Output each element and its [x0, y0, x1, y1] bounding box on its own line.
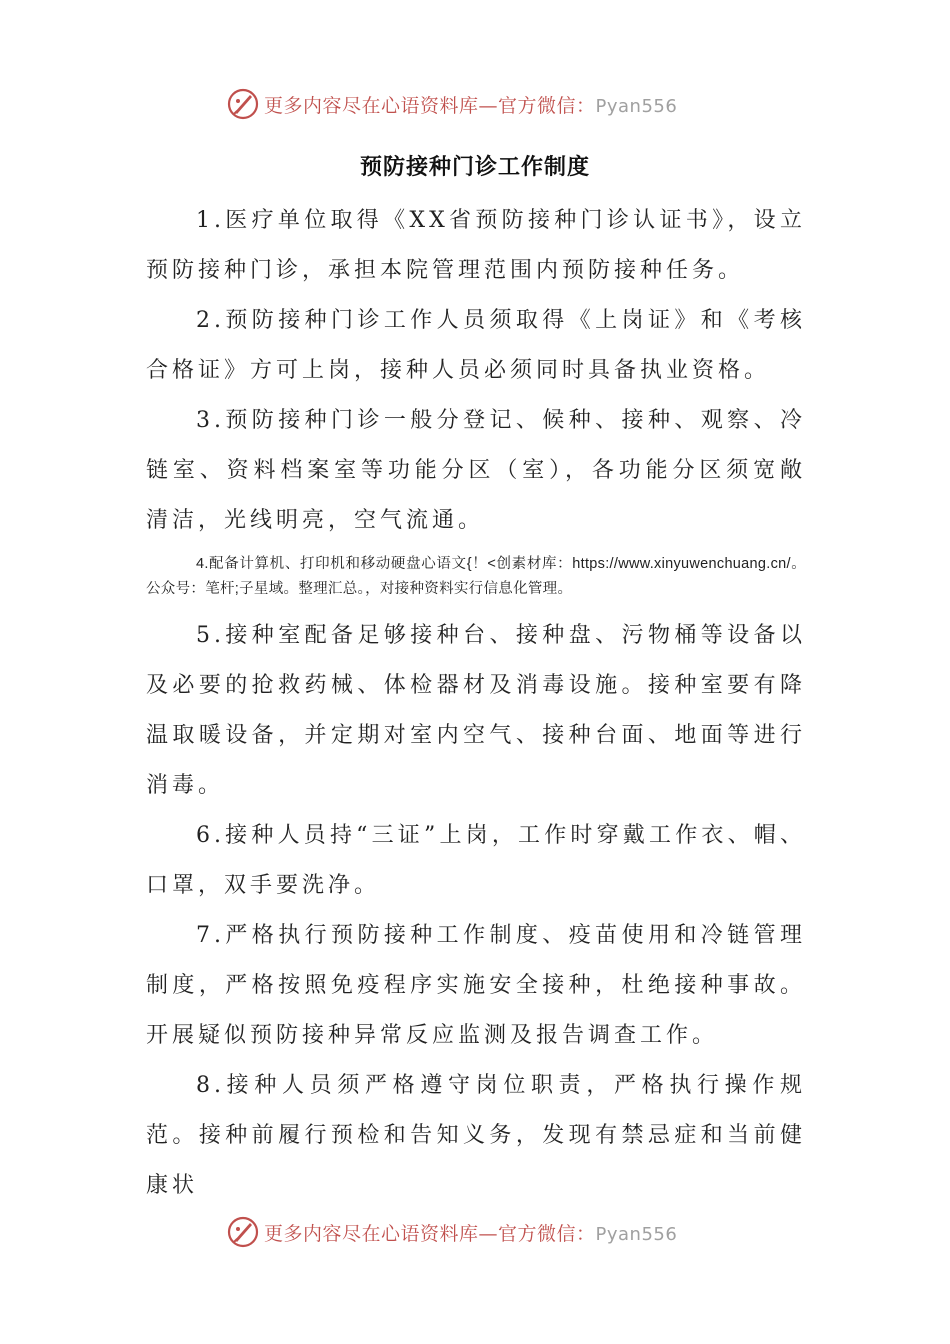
paragraph-5: 5.接种室配备足够接种台、接种盘、污物桶等设备以及必要的抢救药械、体检器材及消毒设施。接种室要有降温取暖设备，并定期对室内空气、接种台面、地面等进行消毒。 — [146, 623, 806, 798]
paragraph-6: 6.接种人员持“三证”上岗，工作时穿戴工作衣、帽、口罩，双手要洗净。 — [146, 823, 806, 898]
document-body — [146, 196, 806, 1211]
paragraph-7: 7.严格执行预防接种工作制度、疫苗使用和冷链管理制度，严格按照免疫程序实施安全接种，杜绝接种事故。开展疑似预防接种异常反应监测及报告调查工作。 — [146, 923, 806, 1048]
document-title: 预防接种门诊工作制度 — [359, 154, 590, 180]
watermark-text: 更多内容尽在心语资料库—官方微信：Pyan556 — [264, 94, 678, 117]
quill-pen-circle-icon — [226, 1215, 260, 1249]
header-watermark — [0, 84, 950, 124]
paragraph-8: 8.接种人员须严格遵守岗位职责，严格执行操作规范。接种前履行预检和告知义务，发现有禁忌症和当前健康状 — [146, 1073, 806, 1198]
quill-pen-circle-icon — [226, 87, 260, 121]
paragraph-3: 3.预防接种门诊一般分登记、候种、接种、观察、冷链室、资料档案室等功能分区（室），各功能分区须宽敞清洁，光线明亮，空气流通。 — [146, 408, 806, 533]
watermark-text: 更多内容尽在心语资料库—官方微信：Pyan556 — [264, 1222, 678, 1245]
paragraph-2: 2.预防接种门诊工作人员须取得《上岗证》和《考核合格证》方可上岗，接种人员必须同时具备执业资格。 — [146, 308, 806, 383]
footer-watermark — [0, 1212, 950, 1252]
paragraph-4: 4.配备计算机、打印机和移动硬盘心语文{！<创素材库：https://www.xinyuwenchuang.cn/。公众号：笔杆;子星域。整理汇总。，对接种资料实行信息化管理。 — [146, 556, 806, 597]
paragraph-1: 1.医疗单位取得《XX省预防接种门诊认证书》，设立预防接种门诊，承担本院管理范围内预防接种任务。 — [146, 208, 806, 283]
